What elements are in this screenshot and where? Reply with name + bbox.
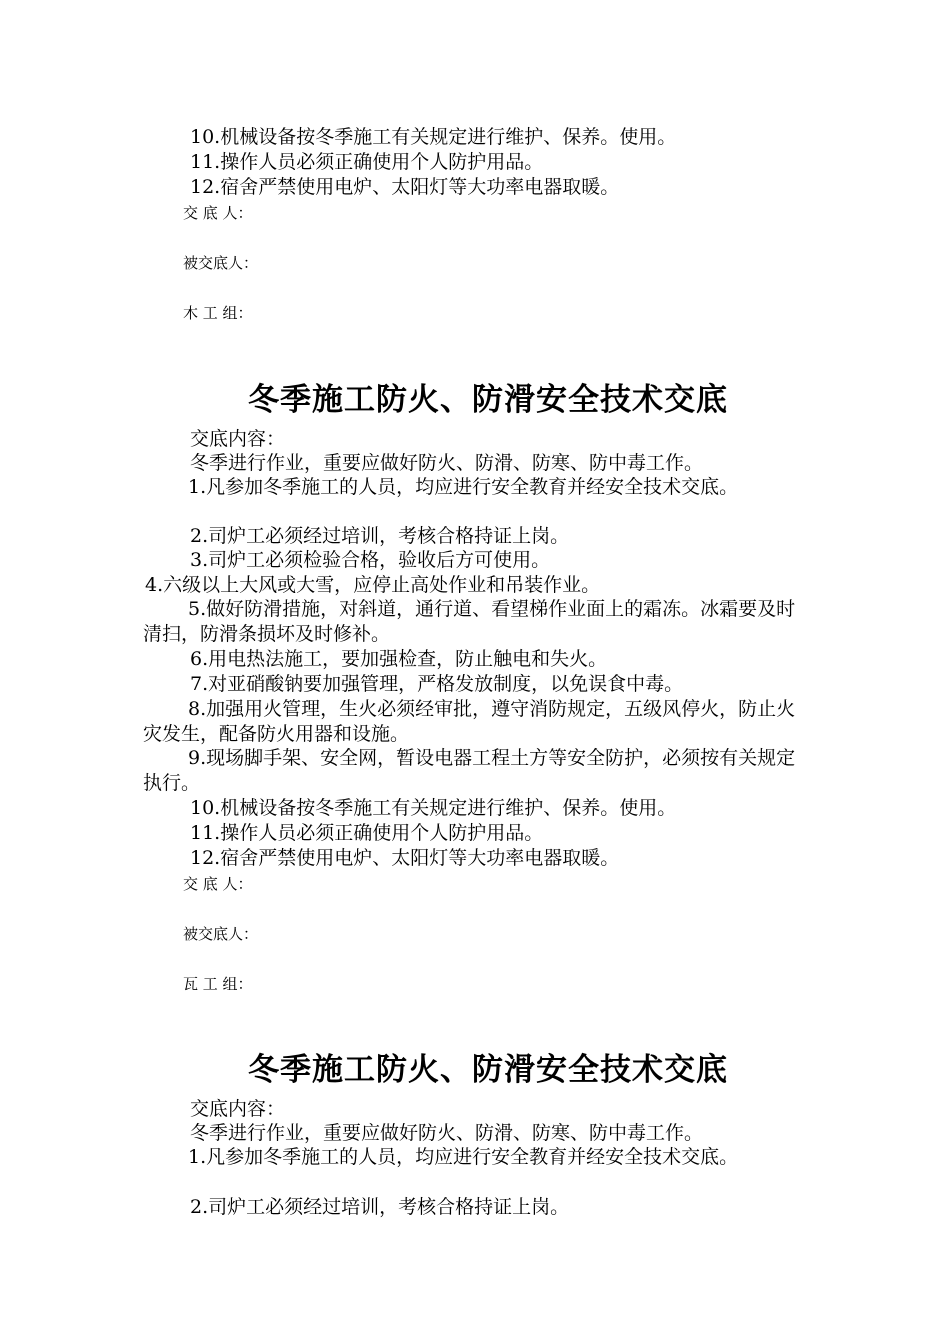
- list-item: 1.凡参加冬季施工的人员，均应进行安全教育并经安全技术交底。: [188, 476, 739, 498]
- signature-receiver-label: 被交底人：: [183, 925, 259, 943]
- list-item: 10.机械设备按冬季施工有关规定进行维护、保养。使用。: [190, 797, 677, 819]
- signature-giver-label: 交 底 人：: [183, 875, 253, 893]
- list-item: 8.加强用火管理，生火必须经审批，遵守消防规定，五级风停火，防止火灾发生，配备防火用器和设施。: [143, 698, 796, 745]
- list-item: 7.对亚硝酸钠要加强管理，严格发放制度，以免误食中毒。: [190, 673, 684, 695]
- content-label: 交底内容：: [190, 1098, 286, 1120]
- list-item: 4.六级以上大风或大雪，应停止高处作业和吊装作业。: [145, 574, 601, 596]
- list-item: 6.用电热法施工，要加强检查，防止触电和失火。: [190, 648, 608, 670]
- section-title: 冬季施工防火、防滑安全技术交底: [248, 1052, 728, 1088]
- intro-text: 冬季进行作业，重要应做好防火、防滑、防寒、防中毒工作。: [190, 1122, 704, 1144]
- list-item: 11.操作人员必须正确使用个人防护用品。: [190, 822, 544, 844]
- list-item: 3.司炉工必须检验合格，验收后方可使用。: [190, 549, 551, 571]
- signature-giver-label: 交 底 人：: [183, 204, 253, 222]
- list-item: 12.宿舍严禁使用电炉、太阳灯等大功率电器取暖。: [190, 176, 620, 198]
- list-item: 5.做好防滑措施，对斜道，通行道、看望梯作业面上的霜冻。冰霜要及时清扫，防滑条损坏及时修补。: [143, 598, 796, 645]
- list-item: 1.凡参加冬季施工的人员，均应进行安全教育并经安全技术交底。: [188, 1146, 739, 1168]
- team-label: 木 工 组：: [183, 304, 253, 322]
- team-label: 瓦 工 组：: [183, 975, 253, 993]
- signature-receiver-label: 被交底人：: [183, 254, 259, 272]
- list-item: 2.司炉工必须经过培训，考核合格持证上岗。: [190, 1196, 570, 1218]
- list-item: 10.机械设备按冬季施工有关规定进行维护、保养。使用。: [190, 126, 677, 148]
- list-item: 9.现场脚手架、安全网，暂设电器工程土方等安全防护，必须按有关规定执行。: [143, 747, 796, 794]
- section-title: 冬季施工防火、防滑安全技术交底: [248, 382, 728, 418]
- list-item: 11.操作人员必须正确使用个人防护用品。: [190, 151, 544, 173]
- content-label: 交底内容：: [190, 428, 286, 450]
- intro-text: 冬季进行作业，重要应做好防火、防滑、防寒、防中毒工作。: [190, 452, 704, 474]
- list-item: 2.司炉工必须经过培训，考核合格持证上岗。: [190, 525, 570, 547]
- list-item: 12.宿舍严禁使用电炉、太阳灯等大功率电器取暖。: [190, 847, 620, 869]
